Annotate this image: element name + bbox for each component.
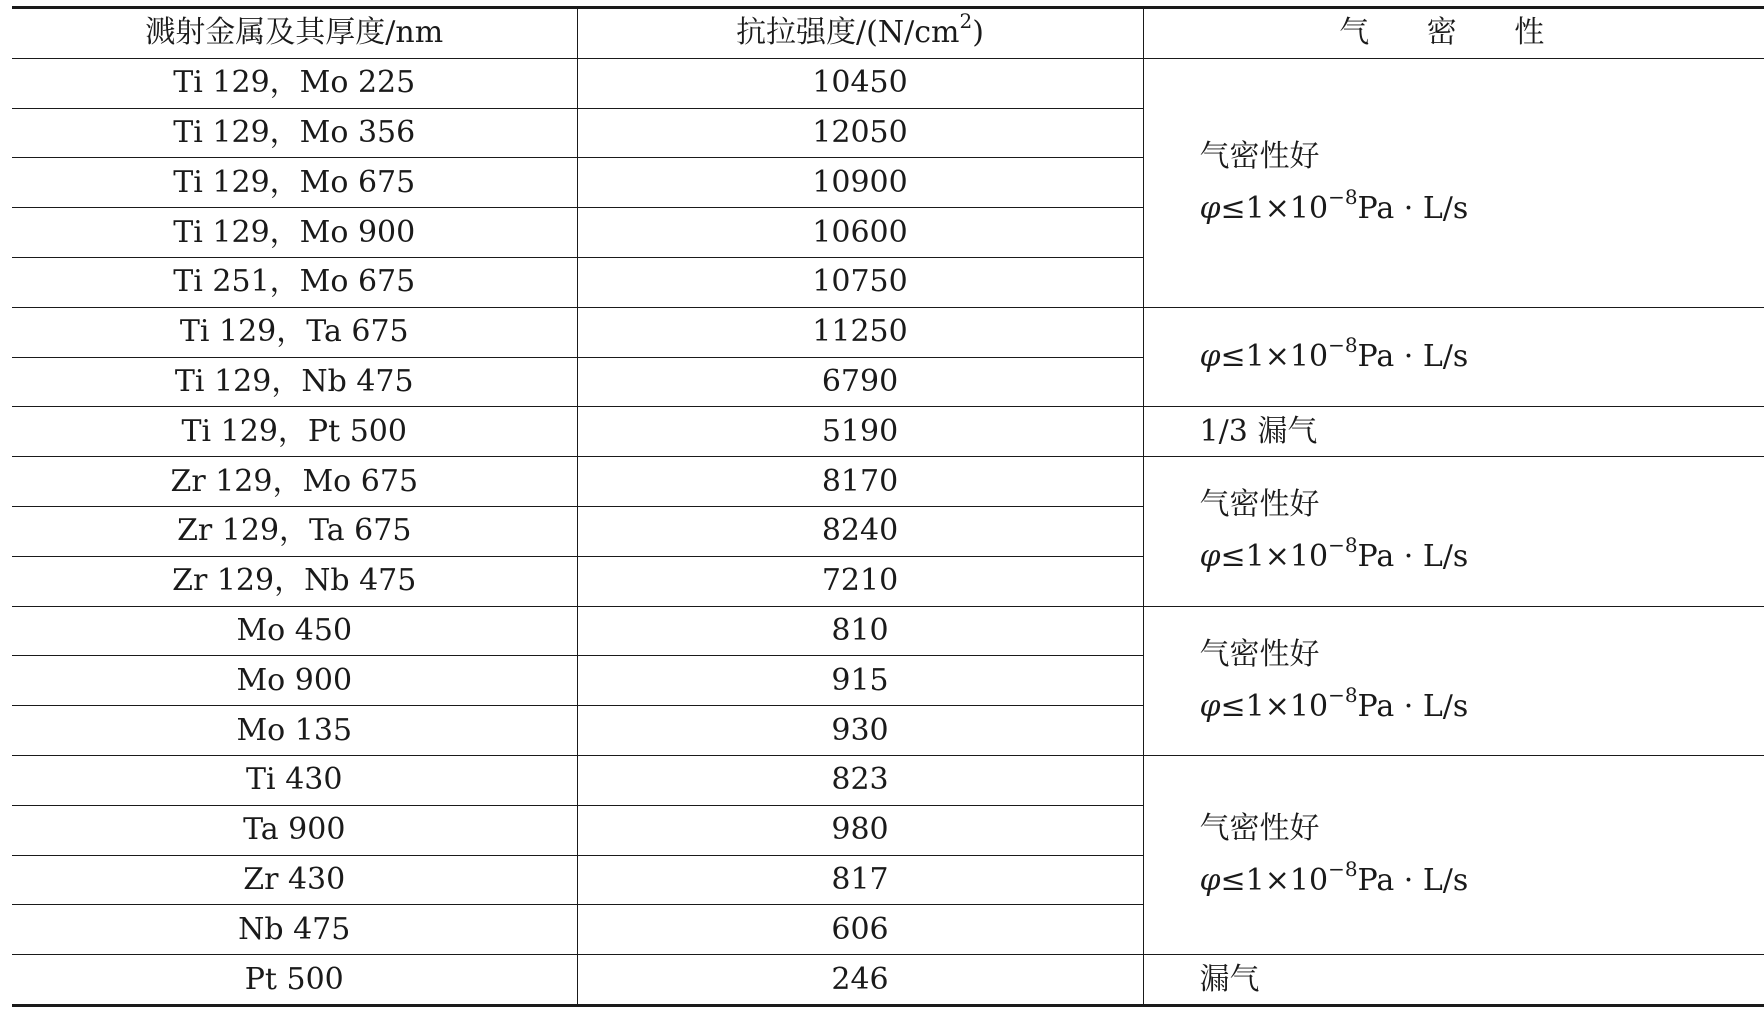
metal-cell: Pt 500 (12, 955, 577, 1006)
strength-cell: 606 (577, 905, 1143, 955)
metal-cell: Ti 129，Mo 356 (12, 108, 577, 158)
metal-cell: Zr 129，Ta 675 (12, 506, 577, 556)
header-tensile-strength: 抗拉强度$/(N/cm^2)$ (577, 8, 1143, 59)
airtightness-leak: 漏气 (1143, 955, 1764, 1006)
strength-cell: 7210 (577, 556, 1143, 606)
metal-cell: Ti 129，Ta 675 (12, 307, 577, 357)
airtightness-cell-group-5 (1143, 755, 1764, 954)
table-row (12, 307, 1764, 357)
strength-cell: 930 (577, 706, 1143, 756)
metal-cell: Ti 129，Nb 475 (12, 357, 577, 407)
metal-cell: Ti 430 (12, 755, 577, 805)
metal-cell: Ti 129，Pt 500 (12, 407, 577, 457)
leak-rate: $\varphi\le 1\times 10^{-8}Pa \cdot L/s$ (1199, 682, 1469, 724)
strength-cell: 823 (577, 755, 1143, 805)
metal-cell: Ti 129，Mo 225 (12, 58, 577, 108)
airtightness-cell-group-2 (1143, 307, 1764, 407)
metal-cell: Ti 129，Mo 900 (12, 208, 577, 258)
header-airtightness: 气 密 性 (1143, 8, 1764, 59)
header-row (12, 8, 1764, 59)
strength-cell: 915 (577, 656, 1143, 706)
metal-cell: Zr 129，Mo 675 (12, 457, 577, 507)
strength-cell: 8170 (577, 457, 1143, 507)
strength-cell: 11250 (577, 307, 1143, 357)
metal-cell: Zr 129，Nb 475 (12, 556, 577, 606)
metal-cell: Nb 475 (12, 905, 577, 955)
leak-rate: $\varphi\le 1\times 10^{-8}Pa \cdot L/s$ (1199, 184, 1469, 226)
airtightness-cell-group-1 (1143, 58, 1764, 307)
table-row (12, 457, 1764, 507)
leak-rate: $\varphi\le 1\times 10^{-8}Pa \cdot L/s$ (1199, 333, 1469, 375)
metal-cell: Mo 450 (12, 606, 577, 656)
table-row (12, 407, 1764, 457)
sputtered-metal-table (12, 6, 1764, 1007)
strength-cell: 6790 (577, 357, 1143, 407)
airtightness-cell-group-4 (1143, 606, 1764, 755)
metal-cell: Ti 251，Mo 675 (12, 257, 577, 307)
leak-rate: $\varphi\le 1\times 10^{-8}Pa \cdot L/s$ (1199, 857, 1469, 899)
metal-cell: Zr 430 (12, 855, 577, 905)
metal-cell: Ta 900 (12, 805, 577, 855)
airtightness-good: 气密性好 (1199, 811, 1320, 847)
strength-cell: 810 (577, 606, 1143, 656)
strength-cell: 5190 (577, 407, 1143, 457)
strength-cell: 980 (577, 805, 1143, 855)
table-row (12, 606, 1764, 656)
header-metal-thickness: 溅射金属及其厚度/nm (12, 8, 577, 59)
airtightness-good: 气密性好 (1199, 138, 1320, 174)
table-row (12, 955, 1764, 1006)
strength-cell: 10750 (577, 257, 1143, 307)
airtightness-good: 气密性好 (1199, 487, 1320, 523)
metal-cell: Mo 900 (12, 656, 577, 706)
leak-rate: $\varphi\le 1\times 10^{-8}Pa \cdot L/s$ (1199, 533, 1469, 575)
airtightness-partial-leak: 1/3 漏气 (1143, 407, 1764, 457)
airtightness-good: 气密性好 (1199, 636, 1320, 672)
strength-cell: 246 (577, 955, 1143, 1006)
strength-cell: 10450 (577, 58, 1143, 108)
metal-cell: Mo 135 (12, 706, 577, 756)
strength-cell: 8240 (577, 506, 1143, 556)
table-row (12, 58, 1764, 108)
strength-cell: 10600 (577, 208, 1143, 258)
strength-cell: 817 (577, 855, 1143, 905)
metal-cell: Ti 129，Mo 675 (12, 158, 577, 208)
strength-cell: 12050 (577, 108, 1143, 158)
table-row (12, 755, 1764, 805)
strength-cell: 10900 (577, 158, 1143, 208)
airtightness-cell-group-3 (1143, 457, 1764, 606)
table-container (12, 6, 1764, 1007)
